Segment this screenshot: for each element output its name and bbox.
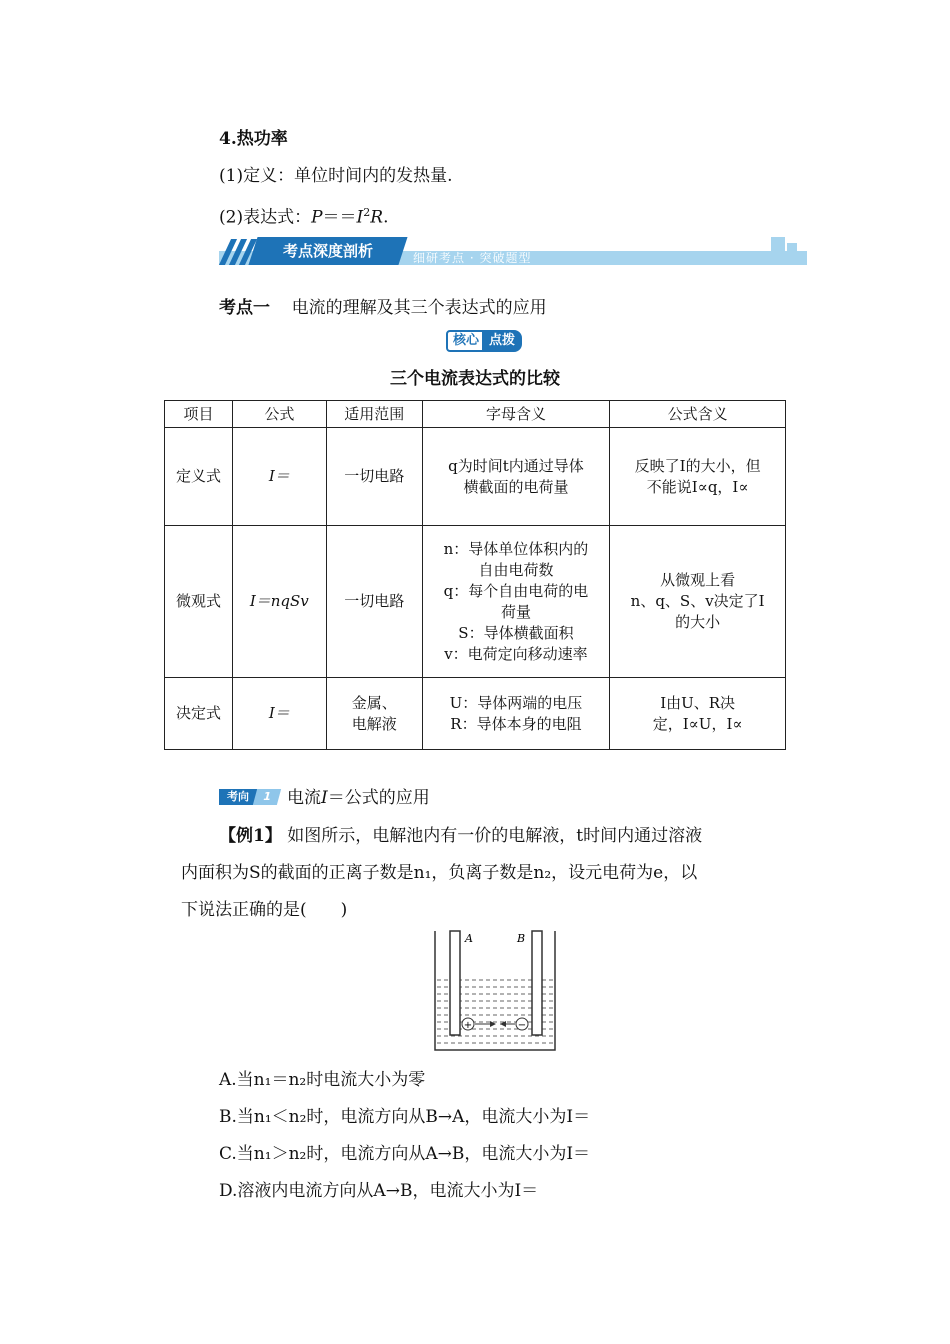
cell-text-line: 金属、 (351, 693, 397, 712)
option-a[interactable]: A.当n₁＝n₂时电流大小为零 (219, 1070, 426, 1090)
cell-text-line: 横截面的电荷量 (463, 477, 569, 496)
cell-meaning (610, 526, 786, 678)
cell-text-line: 不能说I∝q，I∝ (646, 477, 749, 496)
cell-text-line: 反映了I的大小，但 (634, 456, 761, 475)
cell-letters (422, 428, 610, 526)
cell-text-line: v：电荷定向移动速率 (444, 644, 588, 663)
header-meaning: 公式含义 (610, 401, 786, 428)
option-d[interactable]: D.溶液内电流方向从A→B，电流大小为I＝ (219, 1181, 539, 1201)
cell-text-line: 荷量 (500, 602, 531, 621)
cell-item: 决定式 (165, 678, 233, 750)
table-row (165, 526, 786, 678)
label-a: A (465, 932, 473, 945)
header-item: 项目 (165, 401, 233, 428)
label-b: B (517, 932, 526, 945)
comparison-table (164, 400, 786, 750)
definition-line (219, 165, 453, 187)
topic-text: 电流的理解及其三个表达式的应用 (291, 298, 547, 318)
badge-right: 点拨 (482, 330, 522, 352)
electrode-a (450, 931, 460, 1035)
expr-end: . (383, 207, 389, 228)
table-row (165, 428, 786, 526)
cell-item: 微观式 (165, 526, 233, 678)
cell-text-line: n、q、S、v决定了I (630, 592, 765, 610)
example-text: 如图所示，电解池内有一价的电解液，t时间内通过溶液 (287, 826, 703, 846)
banner-subtitle: 细研考点 · 突破题型 (413, 251, 532, 265)
badge-left: 核心 (446, 330, 486, 352)
option-b[interactable]: B.当n₁＜n₂时，电流方向从B→A，电流大小为I＝ (219, 1107, 591, 1127)
table-title: 三个电流表达式的比较 (390, 369, 560, 389)
section-heading: 4.热功率 (219, 129, 288, 149)
cell-text-line: 的大小 (675, 613, 721, 631)
core-tip-badge (446, 330, 522, 352)
cell-letters (422, 526, 610, 678)
expr-sup: 2 (363, 206, 371, 219)
expr-p: P (311, 207, 323, 228)
cell-text-line: U：导体两端的电压 (449, 693, 583, 712)
header-letters: 字母含义 (422, 401, 610, 428)
banner-title: 考点深度剖析 (248, 237, 407, 265)
definition-prefix: (1)定义： (219, 166, 295, 186)
tag-label: 考向 (219, 789, 257, 805)
electrolysis-diagram (430, 928, 560, 1056)
expression-prefix: (2)表达式： (219, 207, 312, 228)
subquestion-tag (219, 789, 281, 805)
header-formula: 公式 (232, 401, 326, 428)
banner-square (771, 237, 785, 251)
cell-formula: I＝ (232, 428, 326, 526)
section-banner (219, 235, 809, 267)
expr-r: R (370, 207, 384, 228)
example-line-2: 内面积为S的截面的正离子数是n₁，负离子数是n₂，设元电荷为e，以 (181, 863, 698, 883)
table-header-row (165, 401, 786, 428)
header-scope: 适用范围 (326, 401, 422, 428)
table-row (165, 678, 786, 750)
cell-item: 定义式 (165, 428, 233, 526)
plus-sign: + (463, 1020, 473, 1031)
topic-label: 考点一 (219, 298, 270, 318)
cell-formula: I＝nqSv (232, 526, 326, 678)
expression-line (219, 202, 388, 229)
definition-text: 单位时间内的发热量. (294, 166, 453, 186)
example-label: 【例1】 (219, 826, 282, 846)
cell-text-line: n：导体单位体积内的 (443, 539, 589, 558)
cell-scope (326, 678, 422, 750)
cell-text-line: q为时间t内通过导体 (448, 456, 584, 475)
cell-text-line: 自由电荷数 (478, 560, 554, 579)
cell-text-line: S：导体横截面积 (458, 623, 574, 642)
cell-scope: 一切电路 (326, 428, 422, 526)
electrolysis-figure (430, 928, 560, 1056)
tag-number: 1 (253, 789, 281, 805)
cell-scope: 一切电路 (326, 526, 422, 678)
electrode-b (532, 931, 542, 1035)
subquestion-title: 电流I＝公式的应用 (287, 788, 430, 808)
cell-text-line: 从微观上看 (660, 571, 736, 589)
banner-square (797, 255, 807, 265)
example-line-3: 下说法正确的是( ) (181, 900, 348, 920)
minus-sign: − (517, 1020, 527, 1031)
cell-text-line: 电解液 (351, 714, 397, 733)
cell-text-line: 定，I∝U，I∝ (652, 714, 743, 733)
cell-letters (422, 678, 610, 750)
cell-meaning (610, 428, 786, 526)
cell-text-line: R：导体本身的电阻 (450, 714, 582, 733)
cell-text-line: q：每个自由电荷的电 (443, 581, 589, 600)
example-line-1 (219, 825, 702, 847)
banner-square (787, 243, 797, 253)
topic-line (219, 297, 547, 319)
cell-formula: I＝ (232, 678, 326, 750)
expr-eq: ＝＝ (322, 207, 357, 228)
expr-i: I (356, 207, 364, 228)
option-c[interactable]: C.当n₁＞n₂时，电流方向从A→B，电流大小为I＝ (219, 1144, 591, 1164)
cell-meaning (610, 678, 786, 750)
cell-text-line: I由U、R决 (660, 693, 736, 712)
